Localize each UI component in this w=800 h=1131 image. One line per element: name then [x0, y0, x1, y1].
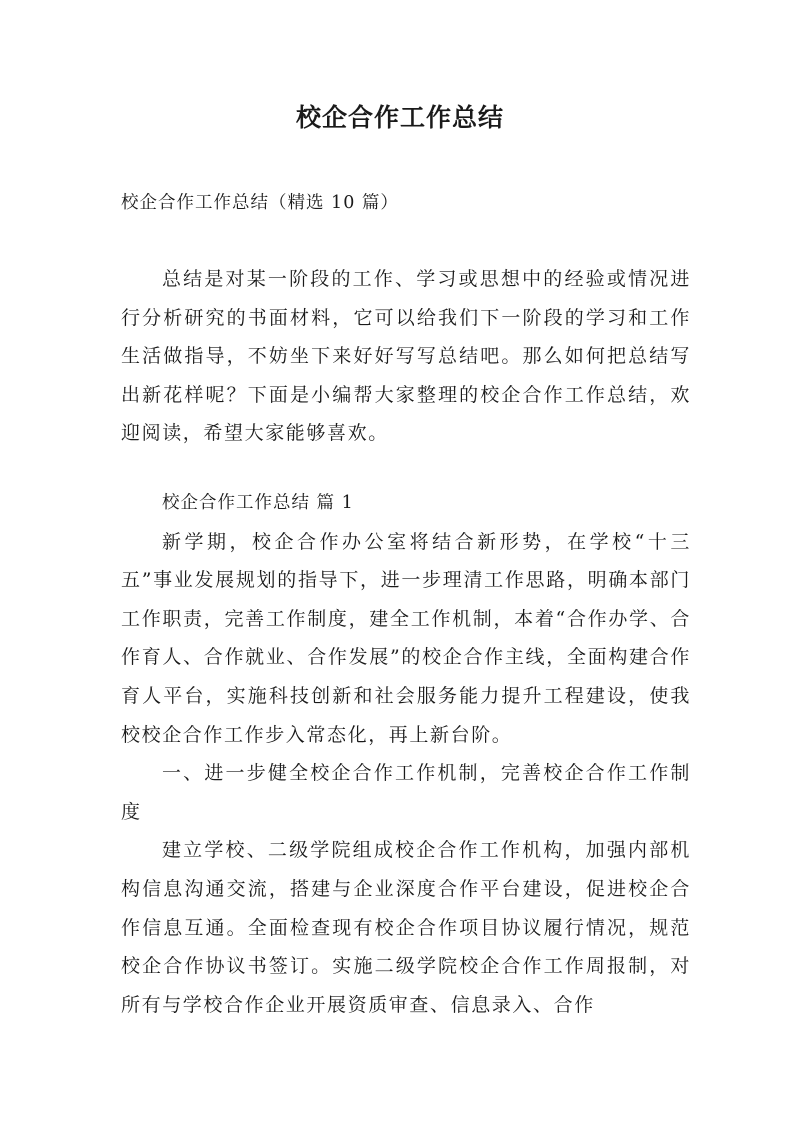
document-title: 校企合作工作总结 [295, 103, 504, 132]
body-paragraph: 建立学校、二级学院组成校企合作工作机构，加强内部机构信息沟通交流，搭建与企业深度合作平台建设，促进校企合作信息互通。全面检查现有校企合作项目协议履行情况，规范校企合作协议书签订。实施二级学院校企合作工作周报制，对所有与学校合作企业开展资质审查、信息录入、合作 [121, 839, 691, 1016]
body-paragraph: 新学期，校企合作办公室将结合新形势，在学校“十三五”事业发展规划的指导下，进一步理清工作思路，明确本部门工作职责，完善工作制度，建全工作机制，本着“合作办学、合作育人、合作就业、合作发展”的校企合作主线，全面构建合作育人平台，实施科技创新和社会服务能力提升工程建设，使我校校企合作工作步入常态化，再上新台阶。 [121, 530, 691, 746]
intro-block [121, 260, 691, 453]
section-heading: 校企合作工作总结 篇 1 [162, 493, 354, 513]
section-1 [121, 484, 691, 1024]
subsection-heading: 一、进一步健全校企合作工作机制，完善校企合作工作制度 [121, 762, 691, 823]
document-subtitle: 校企合作工作总结（精选 10 篇） [121, 193, 399, 213]
intro-paragraph: 总结是对某一阶段的工作、学习或思想中的经验或情况进行分析研究的书面材料，它可以给我们下一阶段的学习和工作生活做指导，不妨坐下来好好写写总结吧。那么如何把总结写出新花样呢？下面是小编帮大家整理的校企合作工作总结，欢迎阅读，希望大家能够喜欢。 [121, 268, 691, 445]
